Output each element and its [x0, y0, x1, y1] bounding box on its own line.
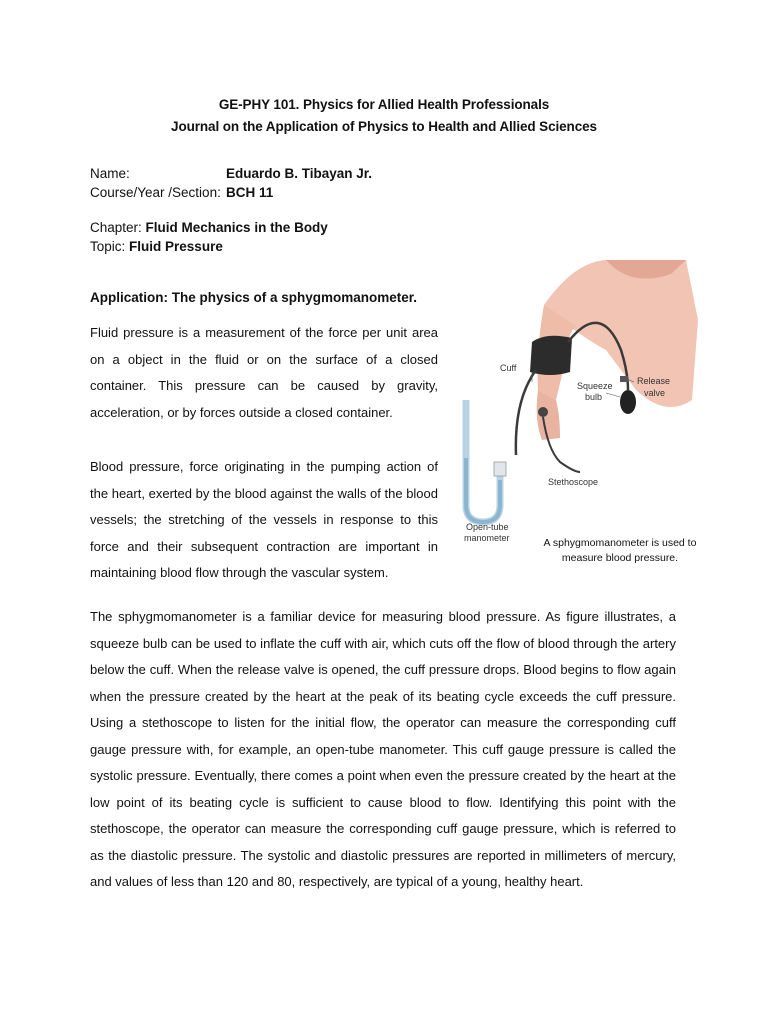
- stethoscope-label: Stethoscope: [548, 477, 599, 487]
- manometer-glass: [466, 400, 500, 522]
- cuff-shape: [530, 336, 572, 375]
- name-label: Name:: [90, 166, 130, 181]
- manometer-tube: [516, 370, 536, 455]
- application-heading: Application: The physics of a sphygmomanometer.: [90, 290, 418, 305]
- release-valve-label-line1: Release: [637, 376, 671, 386]
- course-title: GE-PHY 101. Physics for Allied Health Professionals: [218, 97, 550, 112]
- paragraph-sphygmomanometer: The sphygmomanometer is a familiar device for measuring blood pressure. As figure illustrates, a squeeze bulb can be used to inflate the cuff with air, which cuts off the flow of blood through the artery below the cuff. When the release valve is opened, the cuff pressure drops. Blood begins to flow again when the pressure created by the heart at the peak of its beating cycle exceeds the cuff pressure. Using a stethoscope to listen for the initial flow, the operator can measure the corresponding cuff gauge pressure with, for example, an open-tube manometer. This cuff gauge pressure is called the systolic pressure. Eventually, there comes a point when even the pressure created by the heart at the low point of its beating cycle is sufficient to cause blood to flow. Identifying this point with the stethoscope, the operator can measure the corresponding cuff gauge pressure, which is referred to as the diastolic pressure. The systolic and diastolic pressures are reported in millimeters of mercury, and values of less than 120 and 80, respectively, are typical of a young, healthy heart.: [90, 609, 676, 889]
- sphygmomanometer-figure: [456, 250, 706, 570]
- topic-row: [90, 237, 328, 256]
- chapter-block: [90, 218, 328, 256]
- paragraph-fluid-pressure: Fluid pressure is a measurement of the force per unit area on a object in the fluid or on the surface of a closed container. This pressure can be caused by gravity, acceleration, or by forces outside a closed container.: [90, 325, 438, 420]
- squeeze-bulb-callout-line: [606, 393, 620, 397]
- squeeze-bulb-shape: [620, 390, 636, 414]
- caption-line-1: A sphygmomanometer is used to: [543, 537, 697, 549]
- chapter-row: [90, 218, 328, 237]
- squeeze-label-line1: Squeeze: [577, 381, 613, 391]
- chapter-label: Chapter:: [90, 220, 142, 235]
- name-row: [90, 164, 372, 183]
- topic-label: Topic:: [90, 239, 126, 254]
- caption-line-2: measure blood pressure.: [561, 552, 679, 564]
- section-value: BCH 11: [226, 185, 274, 200]
- cuff-label: Cuff: [500, 363, 517, 373]
- paragraph-blood-pressure: Blood pressure, force originating in the pumping action of the heart, exerted by the blood against the walls of the blood vessels; the stretching of the vessels in response to this force and their subsequent contraction are important in maintaining blood flow through the vascular system.: [90, 459, 438, 580]
- squeeze-label-line2: bulb: [585, 392, 603, 402]
- chapter-value: Fluid Mechanics in the Body: [145, 220, 328, 235]
- section-row: [90, 183, 273, 202]
- figure-caption: [535, 536, 705, 566]
- name-value: Eduardo B. Tibayan Jr.: [226, 166, 373, 181]
- manometer-label-line1: Open-tube: [466, 522, 509, 532]
- journal-title: Journal on the Application of Physics to Health and Allied Sciences: [171, 119, 597, 134]
- stethoscope-head: [538, 407, 548, 417]
- manometer-connector: [494, 462, 506, 476]
- document-header: [0, 94, 768, 138]
- section-label: Course/Year /Section:: [90, 185, 221, 200]
- manometer-label-line2: manometer: [464, 533, 510, 543]
- release-valve-label-line2: valve: [644, 388, 666, 398]
- topic-value: Fluid Pressure: [129, 239, 223, 254]
